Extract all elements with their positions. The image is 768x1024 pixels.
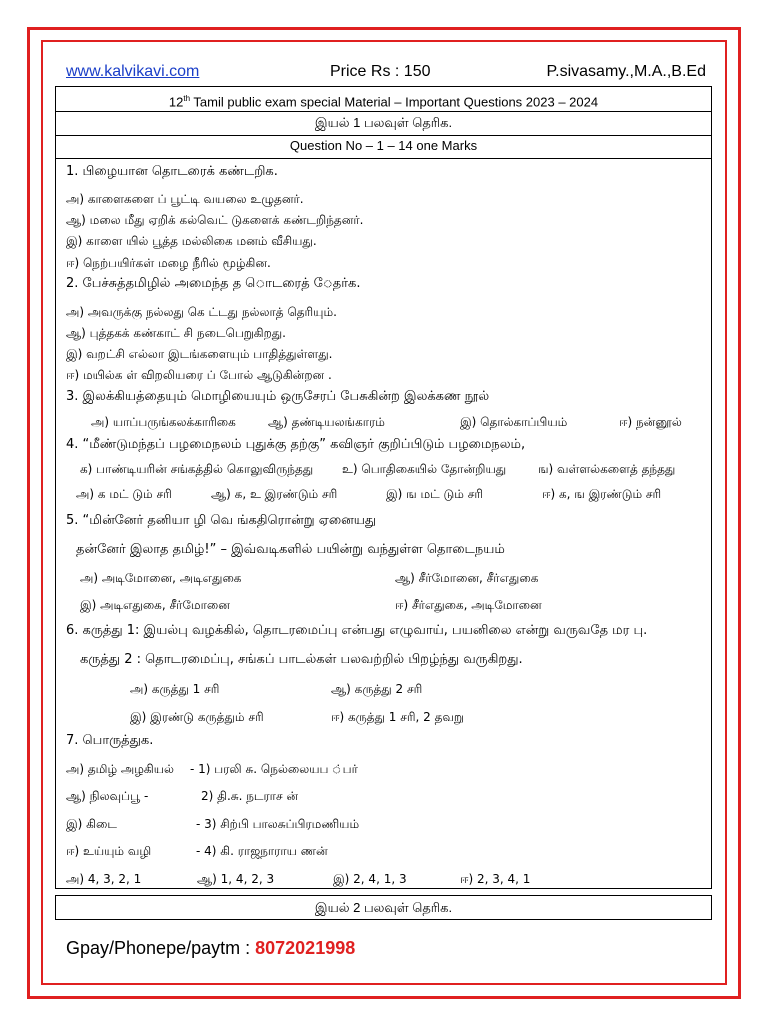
q5-option-a: அ) அடிமோனை, அடிஎதுகை (80, 571, 242, 585)
title-prefix: 12 (168, 94, 184, 110)
q5-option-d: ஈ) சீர்எதுகை, அடிமோனை (395, 598, 542, 612)
q7-stem: 7. பொருத்துக. (66, 733, 154, 748)
q4-stem: 4. “மீண்டுமந்தப் பழமைநலம் புதுக்கு தற்கு” கவிஞர் குறிப்பிடும் பழமைநலம், (66, 437, 526, 452)
q7-option-b: ஆ) 1, 4, 2, 3 (197, 872, 275, 886)
q2-option-a: அ) அவருக்கு நல்லது கெ ட்டது நல்லாத் தெரியும். (66, 305, 337, 319)
question-range-label: Question No – 1 – 14 one Marks (289, 138, 478, 153)
q1-stem: 1. பிழையான தொடரைக் கண்டறிக. (66, 164, 278, 179)
q7-option-c: இ) 2, 4, 1, 3 (333, 872, 407, 886)
question-range-box (55, 135, 712, 159)
section-heading-2 (55, 895, 712, 920)
q4-statement-1: க) பாண்டியரின் சங்கத்தில் கொலுவிருந்தது (80, 462, 314, 476)
q7-option-a: அ) 4, 3, 2, 1 (66, 872, 142, 886)
q4-option-b: ஆ) க, உ இரண்டும் சரி (211, 487, 338, 501)
q5-stem: 5. “மின்னேர் தனியா ழி வெ ங்கதிரொன்று ஏனையது (66, 513, 377, 528)
q2-option-c: இ) வறட்சி எல்லா இடங்களையும் பாதித்துள்ளது. (66, 347, 333, 361)
q5-option-c: இ) அடிஎதுகை, சீர்மோனை (80, 598, 230, 612)
title-sup: th (183, 94, 191, 103)
title-rest: Tamil public exam special Material – Important Questions 2023 – 2024 (190, 94, 599, 110)
q4-option-d: ஈ) க, ங இரண்டும் சரி (542, 487, 662, 501)
q4-statement-2: உ) பொதிகையில் தோன்றியது (342, 462, 507, 476)
phone-number: 8072021998 (255, 938, 356, 958)
q1-option-c: இ) காளை யில் பூத்த மல்லிகை மனம் வீசியது. (66, 234, 317, 248)
q7-pair-3-right: - 3) சிற்பி பாலசுப்பிரமணியம் (196, 817, 360, 831)
section-1-label: இயல் 1 பலவுள் தெரிக. (314, 115, 453, 130)
payment-label: Gpay/Phonepe/paytm : (66, 938, 256, 958)
q6-option-b: ஆ) கருத்து 2 சரி (331, 682, 423, 696)
title-box (55, 86, 712, 112)
q3-option-c: இ) தொல்காப்பியம் (460, 415, 568, 429)
q3-option-b: ஆ) தண்டியலங்காரம் (268, 415, 385, 429)
q7-pair-1-left: அ) தமிழ் அழகியல் (66, 762, 175, 776)
q7-pair-4-left: ஈ) உய்யும் வழி (66, 844, 152, 858)
q2-stem: 2. பேச்சுத்தமிழில் அமைந்த த ொடரைத் ேதர்க. (66, 276, 361, 291)
q6-option-c: இ) இரண்டு கருத்தும் சரி (130, 710, 264, 724)
q4-option-a: அ) க மட் டும் சரி (76, 487, 172, 501)
site-link[interactable]: www.kalvikavi.com (66, 63, 200, 80)
q7-pair-1-right: - 1) பரலி சு. நெல்லையப ்பர் (190, 762, 358, 776)
q4-option-c: இ) ங மட் டும் சரி (386, 487, 483, 501)
section-2-label: இயல் 2 பலவுள் தெரிக. (314, 900, 453, 915)
q3-option-d: ஈ) நன்னூல் (619, 415, 682, 429)
q4-statement-3: ங) வள்ளல்களைத் தந்தது (538, 462, 676, 476)
q6-stem-2: கருத்து 2 : தொடரமைப்பு, சங்கப் பாடல்கள் பலவற்றில் பிறழ்ந்து வருகிறது. (80, 652, 523, 667)
q2-option-b: ஆ) புத்தகக் கண்காட் சி நடைபெறுகிறது. (66, 326, 286, 340)
q7-option-d: ஈ) 2, 3, 4, 1 (460, 872, 531, 886)
q6-option-d: ஈ) கருத்து 1 சரி, 2 தவறு (331, 710, 464, 724)
q3-stem: 3. இலக்கியத்தையும் மொழியையும் ஒருசேரப் பேசுகின்ற இலக்கண நூல் (66, 389, 490, 404)
q6-stem: 6. கருத்து 1: இயல்பு வழக்கில், தொடரமைப்பு என்பது எழுவாய், பயனிலை என்று வருவதே மர பு. (66, 623, 648, 638)
q7-pair-4-right: - 4) கி. ராஜநாராய ணன் (196, 844, 328, 858)
q5-option-b: ஆ) சீர்மோனை, சீர்எதுகை (395, 571, 539, 585)
author-label: P.sivasamy.,M.A.,B.Ed (546, 63, 706, 80)
q1-option-b: ஆ) மலை மீது ஏறிக் கல்வெட் டுகளைக் கண்டறிந்தனர். (66, 213, 364, 227)
q7-pair-2-right: 2) தி.சு. நடராச ன் (201, 789, 299, 803)
price-label: Price Rs : 150 (330, 63, 431, 80)
q1-option-d: ஈ) நெற்பயிர்கள் மழை நீரில் மூழ்கின. (66, 256, 271, 270)
q7-pair-3-left: இ) கிடை (66, 817, 117, 831)
q1-option-a: அ) காளைகளை ப் பூட்டி வயலை உழுதனர். (66, 192, 304, 206)
q3-option-a: அ) யாப்பருங்கலக்காரிகை (91, 415, 236, 429)
q6-option-a: அ) கருத்து 1 சரி (130, 682, 220, 696)
page-header (66, 63, 706, 85)
q7-pair-2-left: ஆ) நிலவுப்பூ - (66, 789, 149, 803)
q5-stem-2: தன்னேர் இலாத தமிழ்!” – இவ்வடிகளில் பயின்று வந்துள்ள தொடைநயம் (76, 542, 505, 557)
section-heading-1 (55, 111, 712, 136)
payment-footer (66, 938, 355, 959)
q2-option-d: ஈ) மயில்க ள் விறலியரை ப் போல் ஆடுகின்றன . (66, 368, 332, 382)
